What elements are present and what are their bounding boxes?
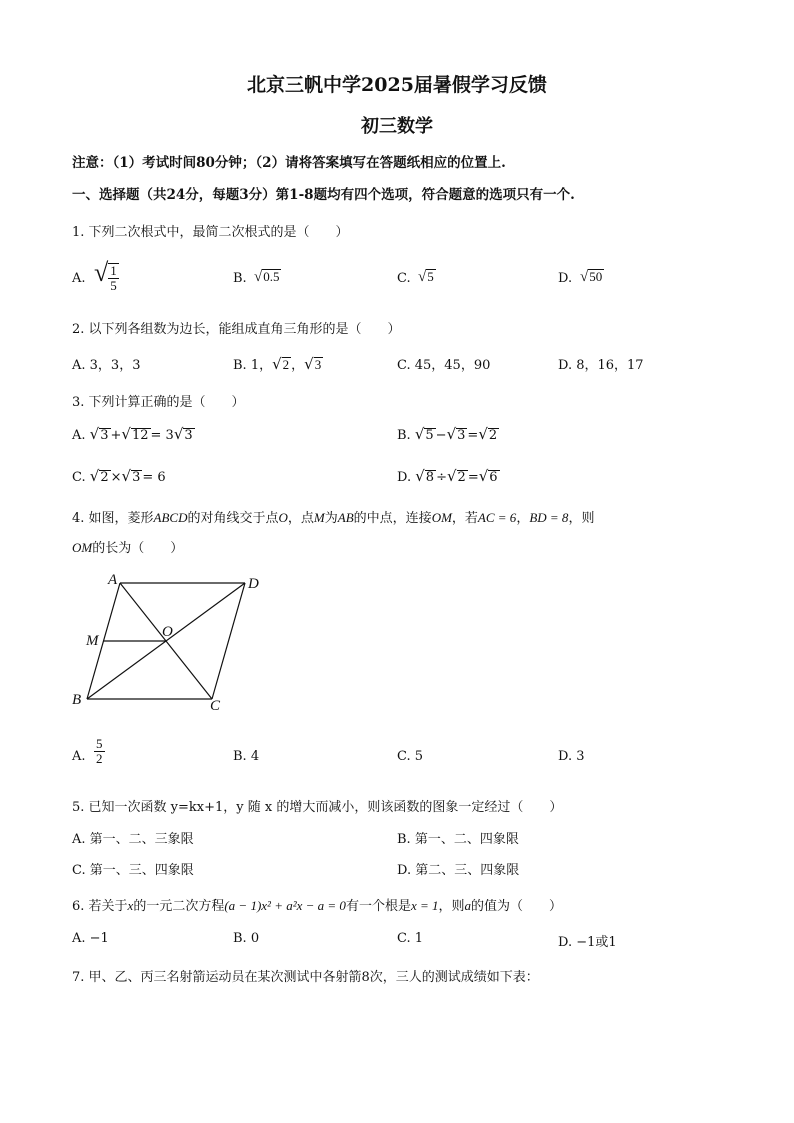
q5-option-a: A. 第一、二、三象限 bbox=[72, 832, 194, 847]
q3-option-d: D. √8 ÷√2 =√6 bbox=[397, 467, 498, 485]
q2-option-d: D. 8，16，17 bbox=[558, 358, 644, 373]
q6-option-a: A. −1 bbox=[72, 931, 109, 946]
q6-option-b: B. 0 bbox=[233, 931, 260, 946]
q6-option-d: D. −1或1 bbox=[558, 935, 617, 950]
label-c: C bbox=[210, 698, 221, 714]
q5-option-c: C. 第一、三、四象限 bbox=[72, 863, 194, 878]
question-2-stem: 2. 以下列各组数为边长，能组成直角三角形的是（ ） bbox=[72, 322, 401, 337]
notice: 注意：（1）考试时间80分钟；（2）请将答案填写在答题纸相应的位置上. bbox=[72, 155, 506, 171]
q4-option-c: C. 5 bbox=[397, 749, 424, 764]
label-m: M bbox=[86, 633, 99, 649]
q4-option-d: D. 3 bbox=[558, 749, 585, 764]
question-3-stem: 3. 下列计算正确的是（ ） bbox=[72, 395, 245, 410]
q3-option-b: B. √5 −√3 =√2 bbox=[397, 425, 498, 443]
q2-option-a: A. 3，3，3 bbox=[72, 358, 141, 373]
q4-option-a-expr: $\frac{5}{2}$ bbox=[96, 736, 103, 766]
label-a: A bbox=[108, 572, 118, 588]
q1-option-b-label: B. bbox=[233, 271, 247, 286]
section-heading: 一、选择题（共24分，每题3分）第1-8题均有四个选项，符合题意的选项只有一个. bbox=[72, 187, 575, 203]
label-d: D bbox=[248, 576, 259, 592]
q2-option-b: B. 1，√2 ，√3 bbox=[233, 355, 322, 373]
q1-option-b-expr: √0.5 bbox=[254, 269, 280, 285]
question-4-stem-line1: 4. 如图，菱形ABCD的对角线交于点O，点M为AB的中点，连接OM，若AC = 6，BD = 8，则 bbox=[72, 510, 595, 526]
label-o: O bbox=[162, 624, 173, 640]
question-4-stem-line2: OM的长为（ ） bbox=[72, 540, 184, 556]
rhombus-diagram bbox=[70, 568, 270, 716]
q6-option-c: C. 1 bbox=[397, 931, 424, 946]
q1-option-c-expr: √5 bbox=[418, 269, 434, 285]
q2-option-c: C. 45，45，90 bbox=[397, 358, 491, 373]
q1-option-c-label: C. bbox=[397, 271, 411, 286]
question-6-stem: 6. 若关于x的一元二次方程(a − 1)x² + a²x − a = 0有一个根是x = 1，则a的值为（ ） bbox=[72, 898, 563, 914]
q3-option-a: A. √3 +√12 = 3√3 bbox=[72, 425, 193, 443]
q5-option-b: B. 第一、二、四象限 bbox=[397, 832, 519, 847]
question-1-stem: 1. 下列二次根式中，最简二次根式的是（ ） bbox=[72, 225, 349, 240]
label-b: B bbox=[72, 692, 82, 708]
q1-option-d-label: D. bbox=[558, 271, 573, 286]
page-title: 北京三帆中学2025届暑假学习反馈 bbox=[247, 74, 547, 96]
q3-option-c: C. √2 ×√3 = 6 bbox=[72, 467, 166, 485]
page-subtitle: 初三数学 bbox=[361, 116, 433, 137]
q4-option-a-label: A. bbox=[72, 749, 86, 764]
q1-option-a-expr: √ $\frac{1}{5}$ bbox=[94, 258, 117, 294]
q5-option-d: D. 第二、三、四象限 bbox=[397, 863, 520, 878]
question-5-stem: 5. 已知一次函数 y=kx+1，y 随 x 的增大而减小，则该函数的图象一定经过（ ） bbox=[72, 800, 563, 815]
q1-option-d-expr: √50 bbox=[580, 269, 603, 285]
q4-option-b: B. 4 bbox=[233, 749, 260, 764]
side-dc bbox=[212, 583, 245, 699]
q1-option-a-label: A. bbox=[72, 271, 86, 286]
question-7-stem: 7. 甲、乙、丙三名射箭运动员在某次测试中各射箭8次，三人的测试成绩如下表： bbox=[72, 970, 539, 985]
